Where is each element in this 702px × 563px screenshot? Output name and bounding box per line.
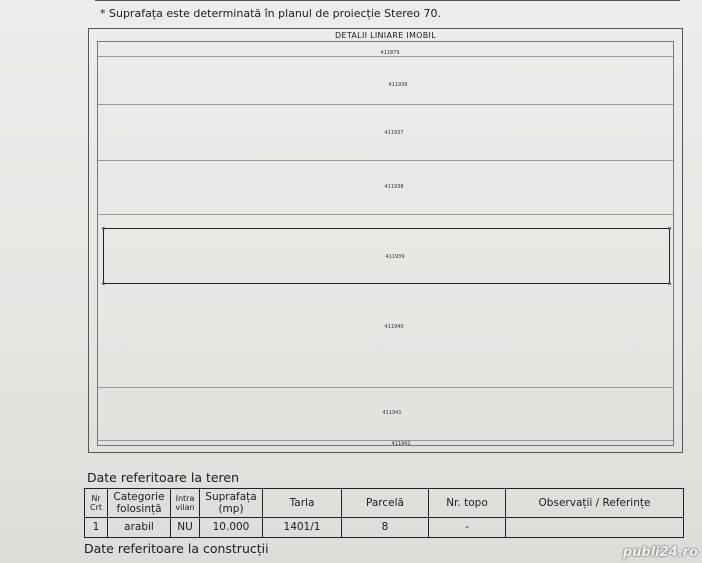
parcel-label: 411938 bbox=[384, 184, 404, 190]
parcel-label: 411879 bbox=[380, 50, 400, 56]
parcel-label-highlighted: 411939 bbox=[385, 254, 405, 260]
constructii-section-title: Date referitoare la construcții bbox=[84, 541, 269, 556]
parcel-boundary bbox=[98, 214, 673, 215]
cell-categorie: arabil bbox=[108, 517, 171, 537]
divider bbox=[95, 0, 680, 1]
corner-point bbox=[102, 227, 105, 230]
parcel-boundary bbox=[98, 160, 673, 161]
parcel-boundary bbox=[98, 440, 673, 441]
col-nr-topo: Nr. topo bbox=[429, 489, 506, 518]
table-row bbox=[85, 517, 684, 537]
plan-title: DETALII LINIARE IMOBIL bbox=[335, 31, 436, 40]
teren-table bbox=[84, 488, 684, 538]
plan-box bbox=[88, 28, 683, 453]
parcel-boundary bbox=[98, 56, 673, 57]
col-suprafata: Suprafața (mp) bbox=[200, 489, 263, 518]
cell-observatii bbox=[506, 517, 684, 537]
parcel-label: 411937 bbox=[384, 130, 404, 136]
parcel-label: 411941 bbox=[382, 410, 402, 416]
cell-tarla: 1401/1 bbox=[263, 517, 342, 537]
col-categorie: Categorie folosință bbox=[108, 489, 171, 518]
parcel-boundary bbox=[98, 104, 673, 105]
cell-nr-topo: - bbox=[429, 517, 506, 537]
surface-note: * Suprafața este determinată în planul de proiecție Stereo 70. bbox=[100, 7, 442, 20]
parcel-boundary bbox=[98, 387, 673, 388]
col-parcela: Parcelă bbox=[342, 489, 429, 518]
parcel-label: 411942 bbox=[391, 441, 411, 447]
parcel-label: 411936 bbox=[388, 82, 408, 88]
col-nr-crt: Nr Crt bbox=[85, 489, 108, 518]
corner-point bbox=[668, 282, 671, 285]
col-observatii: Observații / Referințe bbox=[506, 489, 684, 518]
col-intravilan: Intra vilan bbox=[171, 489, 200, 518]
cell-suprafata: 10.000 bbox=[200, 517, 263, 537]
col-tarla: Tarla bbox=[263, 489, 342, 518]
table-header-row bbox=[85, 489, 684, 518]
watermark-logo: publi24.ro bbox=[622, 545, 698, 560]
corner-point bbox=[102, 282, 105, 285]
corner-point bbox=[668, 227, 671, 230]
teren-section-title: Date referitoare la teren bbox=[87, 470, 240, 485]
cell-nr-crt: 1 bbox=[85, 517, 108, 537]
cell-intravilan: NU bbox=[171, 517, 200, 537]
cell-parcela: 8 bbox=[342, 517, 429, 537]
plan-drawing bbox=[97, 41, 674, 446]
parcel-label: 411940 bbox=[384, 324, 404, 330]
